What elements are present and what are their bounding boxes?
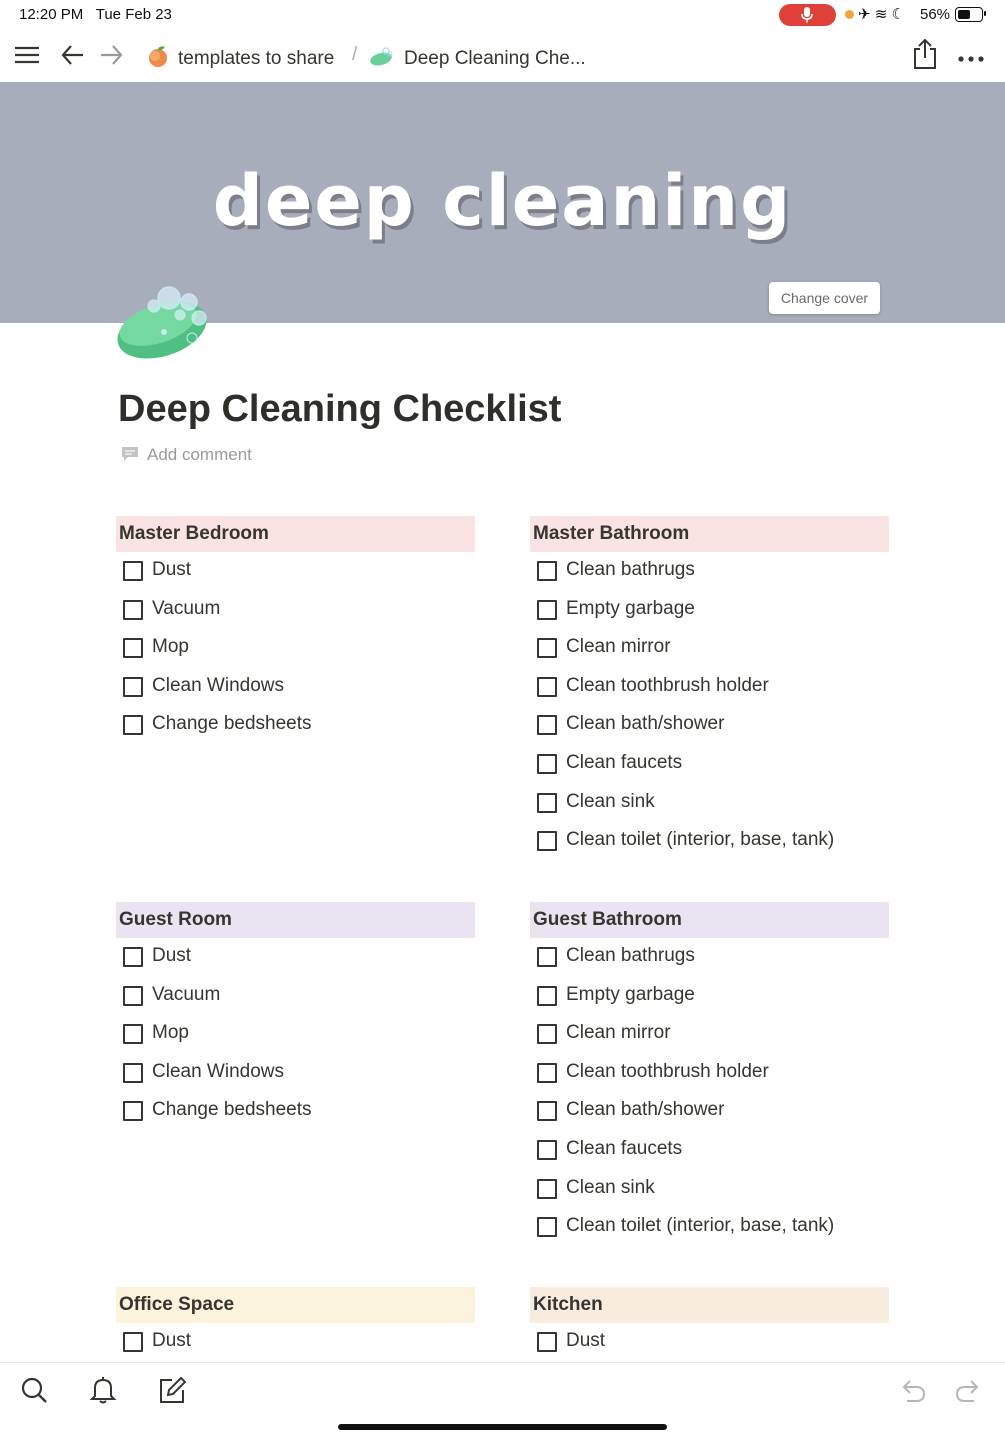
checklist-item-label[interactable]: Clean bath/shower: [566, 713, 725, 735]
top-navigation: [0, 30, 1005, 82]
checklist-item: [530, 784, 889, 823]
checkbox[interactable]: [537, 1179, 557, 1199]
battery-fill: [958, 10, 970, 19]
checklist-item-label[interactable]: Clean bathrugs: [566, 559, 695, 580]
checklist-item: [530, 629, 889, 668]
checkbox[interactable]: [537, 561, 557, 581]
checklist-item-label[interactable]: Vacuum: [152, 983, 221, 1005]
checkbox[interactable]: [537, 986, 557, 1006]
checklist-item-label[interactable]: Empty garbage: [566, 597, 695, 619]
checklist-item-label[interactable]: Dust: [152, 559, 192, 580]
search-icon[interactable]: [20, 1375, 48, 1410]
checklist-item: [116, 591, 475, 630]
battery-percent: 56%: [920, 6, 951, 23]
checklist-item: [116, 668, 475, 707]
section-heading: Guest Room: [116, 902, 475, 938]
checkbox[interactable]: [537, 1332, 557, 1352]
checklist-item: [530, 822, 889, 861]
checklist-item: [530, 1131, 889, 1170]
checklist-item: [530, 1092, 889, 1131]
checklist-item: [530, 1054, 889, 1093]
checklist-item: [530, 591, 889, 630]
checkbox[interactable]: [537, 1024, 557, 1044]
checklist-section: [116, 516, 475, 745]
checklist-section: [116, 1287, 475, 1362]
checklist-item-label[interactable]: Clean bathrugs: [566, 945, 695, 966]
checklist-item: [530, 1015, 889, 1054]
checkbox[interactable]: [537, 1063, 557, 1083]
checklist-item: [116, 938, 475, 977]
breadcrumb-separator: /: [352, 44, 358, 65]
checkbox[interactable]: [123, 715, 143, 735]
checklist-item: [530, 668, 889, 707]
checkbox[interactable]: [537, 831, 557, 851]
section-heading: Master Bedroom: [116, 516, 475, 552]
breadcrumb-current-page[interactable]: Deep Cleaning Che...: [369, 44, 586, 70]
checkbox[interactable]: [537, 947, 557, 967]
breadcrumb-templates[interactable]: templates to share: [146, 44, 334, 70]
checkbox[interactable]: [123, 561, 143, 581]
checklist-item-label[interactable]: Clean sink: [566, 790, 655, 812]
checklist-item-label[interactable]: Clean mirror: [566, 636, 671, 658]
checklist-item-label[interactable]: Clean toilet (interior, base, tank): [566, 829, 835, 851]
checklist-item-label[interactable]: Clean Windows: [152, 674, 284, 696]
peach-emoji-icon: [146, 44, 170, 68]
bottom-toolbar: [0, 1362, 1005, 1440]
checklist-item: [530, 938, 889, 977]
section-heading: Kitchen: [530, 1287, 889, 1323]
checkbox[interactable]: [537, 600, 557, 620]
section-heading: Guest Bathroom: [530, 902, 889, 938]
checklist-item: [116, 1054, 475, 1093]
checkbox[interactable]: [123, 986, 143, 1006]
checkbox[interactable]: [537, 1217, 557, 1237]
checklist-item-label[interactable]: Clean bath/shower: [566, 1099, 725, 1121]
soap-emoji-icon: [369, 44, 395, 68]
checkbox[interactable]: [537, 793, 557, 813]
section-heading: Office Space: [116, 1287, 475, 1323]
checklist-item: [116, 552, 475, 591]
checkbox[interactable]: [537, 677, 557, 697]
checkbox[interactable]: [123, 947, 143, 967]
back-arrow-icon[interactable]: [60, 40, 86, 75]
checklist-section: [116, 902, 475, 1131]
share-icon[interactable]: [912, 38, 938, 75]
more-options-icon[interactable]: [957, 50, 985, 68]
checklist-item: [116, 629, 475, 668]
checklist-item: [530, 706, 889, 745]
checklist-item-label[interactable]: Vacuum: [152, 597, 221, 619]
checklist-item-label[interactable]: Clean mirror: [566, 1022, 671, 1044]
bell-icon[interactable]: [89, 1375, 117, 1410]
page-icon[interactable]: [114, 280, 214, 365]
checkbox[interactable]: [537, 754, 557, 774]
checklist-item-label[interactable]: Mop: [152, 1022, 189, 1044]
undo-icon[interactable]: [897, 1375, 927, 1410]
checklist-item-label[interactable]: Change bedsheets: [152, 713, 312, 735]
soap-icon: [114, 280, 214, 365]
checklist-section: [530, 1287, 889, 1362]
checklist-item-label[interactable]: Change bedsheets: [152, 1099, 312, 1121]
home-indicator: [338, 1424, 667, 1430]
checkbox[interactable]: [537, 638, 557, 658]
checklist-item-label[interactable]: Dust: [152, 1330, 192, 1351]
hamburger-menu-icon[interactable]: [14, 40, 40, 75]
checklist-item-label[interactable]: Clean sink: [566, 1176, 655, 1198]
checklist-item-label[interactable]: Dust: [566, 1330, 606, 1351]
checklist-item-label[interactable]: Clean faucets: [566, 751, 683, 773]
checklist-item-label[interactable]: Mop: [152, 636, 189, 658]
checkbox[interactable]: [537, 1140, 557, 1160]
checkbox[interactable]: [123, 638, 143, 658]
checklist-item: [530, 1208, 889, 1247]
checklist-item: [530, 977, 889, 1016]
checkbox[interactable]: [537, 715, 557, 735]
battery-tip: [984, 11, 986, 16]
checklist-section: [530, 902, 889, 1247]
checklist-item: [530, 1323, 889, 1362]
checklist-item: [530, 1170, 889, 1209]
add-comment-button[interactable]: Add comment: [121, 445, 252, 465]
checkbox[interactable]: [123, 1063, 143, 1083]
checklist-item-label[interactable]: Dust: [152, 945, 192, 966]
change-cover-button[interactable]: Change cover: [769, 282, 880, 314]
comment-icon: [121, 446, 139, 462]
checklist-item-label[interactable]: Empty garbage: [566, 983, 695, 1005]
checklist-item: [530, 745, 889, 784]
checkbox[interactable]: [123, 1024, 143, 1044]
status-bar: [0, 0, 1005, 30]
checklist-item-label[interactable]: Clean toothbrush holder: [566, 1060, 769, 1082]
privacy-dot: [845, 10, 854, 19]
checkbox[interactable]: [537, 1101, 557, 1121]
forward-arrow-icon[interactable]: [98, 40, 124, 75]
battery-icon: [955, 7, 983, 22]
compose-icon[interactable]: [158, 1375, 186, 1410]
checklist-section: [530, 516, 889, 861]
page-title: Deep Cleaning Checklist: [118, 388, 562, 430]
status-time: 12:20 PM Tue Feb 23: [19, 6, 172, 23]
microphone-indicator: [779, 4, 836, 26]
redo-icon[interactable]: [954, 1375, 984, 1410]
checklist-item-label[interactable]: Clean toothbrush holder: [566, 674, 769, 696]
checklist-item-label[interactable]: Clean toilet (interior, base, tank): [566, 1215, 835, 1237]
checklist-item: [116, 1323, 475, 1362]
checkbox[interactable]: [123, 677, 143, 697]
checklist-item-label[interactable]: Clean faucets: [566, 1137, 683, 1159]
checkbox[interactable]: [123, 1101, 143, 1121]
microphone-icon: [801, 7, 813, 23]
checklist-item: [116, 1015, 475, 1054]
checkbox[interactable]: [123, 1332, 143, 1352]
cover-title: deep cleaning: [212, 160, 793, 242]
checklist-item: [116, 1092, 475, 1131]
checklist-item: [116, 977, 475, 1016]
airplane-wifi-moon-icon: ✈ ≋ ☾: [858, 6, 905, 23]
checklist-item: [530, 552, 889, 591]
checklist-item: [116, 706, 475, 745]
section-heading: Master Bathroom: [530, 516, 889, 552]
checklist-item-label[interactable]: Clean Windows: [152, 1060, 284, 1082]
checkbox[interactable]: [123, 600, 143, 620]
